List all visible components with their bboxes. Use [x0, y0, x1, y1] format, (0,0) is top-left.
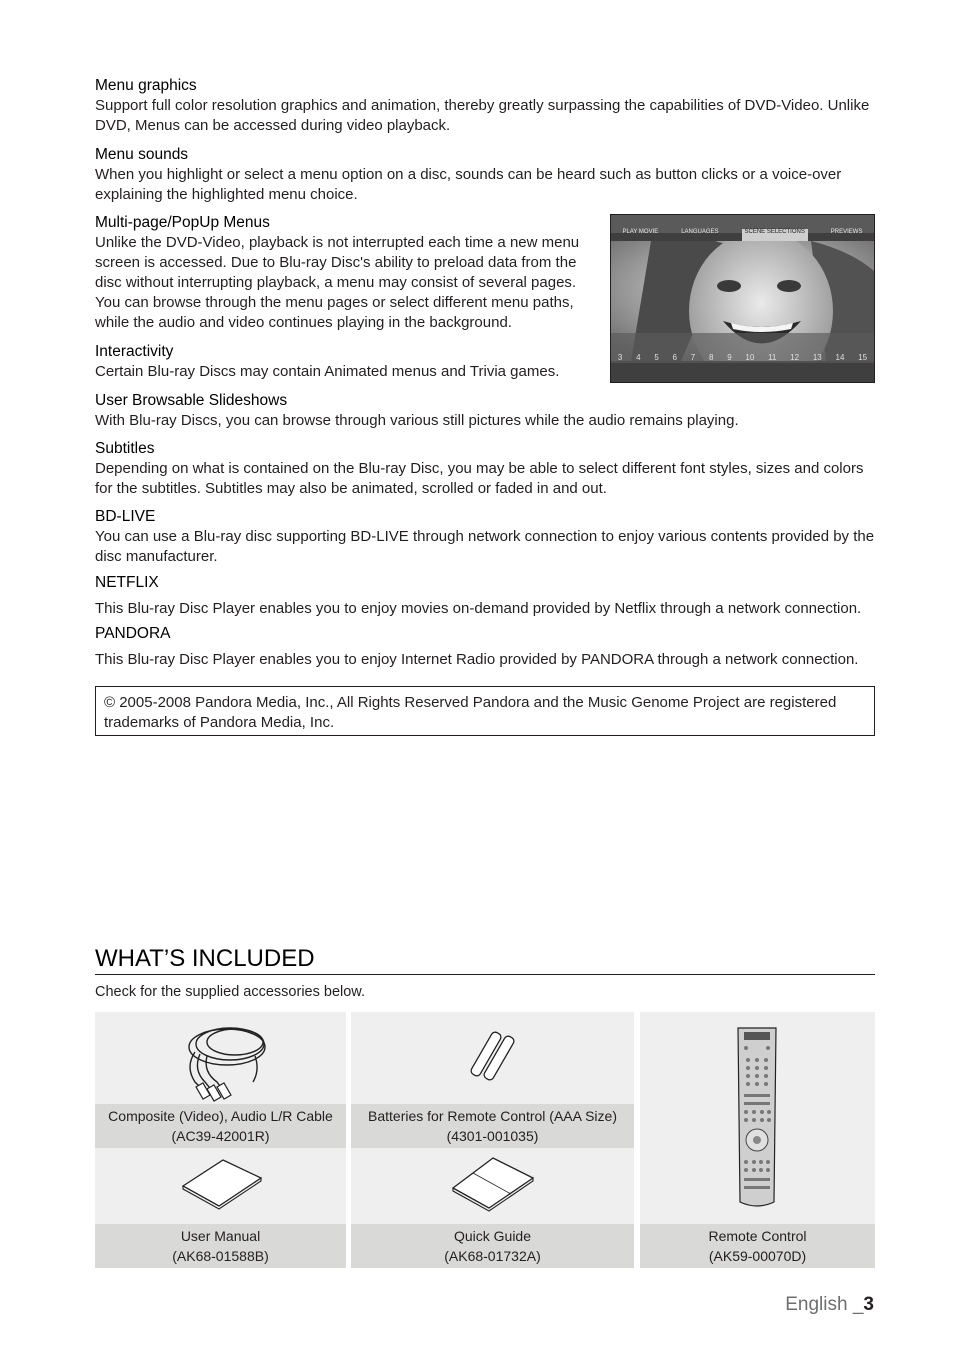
accessory-code: (AK59-00070D)	[708, 1248, 807, 1264]
copyright-note: © 2005-2008 Pandora Media, Inc., All Rights Reserved Pandora and the Music Genome Project are registered trademarks of Pandora Media, Inc.	[95, 686, 875, 736]
feature-title: Interactivity	[95, 343, 174, 360]
feature-body: With Blu-ray Discs, you can browse through various still pictures while the audio remains playing.	[95, 412, 739, 429]
feature-menu-graphics	[95, 76, 880, 136]
feature-body: Depending on what is contained on the Blu-ray Disc, you may be able to select different font styles, sizes and colors for the subtitles. Subtitles may also be animated, scrolled or faded in and out.	[95, 460, 864, 497]
scene-number[interactable]: 15	[858, 353, 868, 362]
scene-number[interactable]: 8	[708, 353, 714, 362]
feature-body: Certain Blu-ray Discs may contain Animated menus and Trivia games.	[95, 363, 560, 380]
feature-title: BD-LIVE	[95, 508, 156, 525]
feature-body: When you highlight or select a menu option on a disc, sounds can be heard such as button clicks or a voice-over explaining the highlighted menu choice.	[95, 166, 842, 203]
manual-icon	[95, 1148, 346, 1224]
disc-menu-tab-active: SCENE SELECTIONS	[742, 229, 808, 241]
section-heading: WHAT’S INCLUDED	[95, 944, 875, 975]
disc-menu-screenshot	[610, 214, 875, 383]
scene-number[interactable]: 13	[812, 353, 822, 362]
feature-slideshows	[95, 391, 880, 431]
accessory-cell-manual	[95, 1148, 346, 1224]
feature-title: Subtitles	[95, 440, 155, 457]
accessory-code: (AK68-01588B)	[172, 1248, 269, 1264]
feature-body: Unlike the DVD-Video, playback is not interrupted each time a new menu screen is accessed. Due to Blu-ray Disc's ability to preload data from the disc without interrupting playback, a menu may consist of several pages. You can browse through the menu pages or select different menu paths, while the audio and video continues playing in the background.	[95, 234, 580, 331]
accessory-cell-guide	[351, 1148, 634, 1224]
disc-menu-tab: PLAY MOVIE	[622, 229, 659, 235]
scene-number[interactable]: 3	[617, 353, 623, 362]
section-subtitle: Check for the supplied accessories below.	[95, 984, 366, 1000]
scene-number[interactable]: 6	[672, 353, 677, 362]
scene-number[interactable]: 9	[727, 353, 732, 362]
guide-icon	[351, 1148, 634, 1224]
page-footer	[785, 1294, 874, 1316]
scene-number[interactable]: 10	[745, 353, 755, 362]
accessory-caption-guide	[351, 1224, 634, 1268]
feature-subtitles	[95, 439, 880, 499]
page-number: 3	[863, 1294, 874, 1315]
feature-title: Multi-page/PopUp Menus	[95, 214, 270, 231]
battery-icon	[351, 1012, 634, 1104]
accessory-name: Composite (Video), Audio L/R Cable	[108, 1108, 333, 1124]
feature-menu-sounds	[95, 145, 880, 205]
scene-number[interactable]: 5	[654, 353, 659, 362]
footer-language: English _	[785, 1294, 864, 1315]
disc-menu-tab: PREVIEWS	[830, 229, 863, 235]
scene-number[interactable]: 12	[790, 353, 800, 362]
feature-bd-live	[95, 507, 880, 567]
feature-netflix	[95, 573, 880, 619]
feature-body: This Blu-ray Disc Player enables you to enjoy Internet Radio provided by PANDORA through a network connection.	[95, 651, 859, 668]
accessory-caption-remote	[640, 1224, 875, 1268]
feature-body: This Blu-ray Disc Player enables you to enjoy movies on-demand provided by Netflix through a network connection.	[95, 600, 862, 617]
accessory-cell-cable	[95, 1012, 346, 1104]
feature-body: You can use a Blu-ray disc supporting BD-LIVE through network connection to enjoy various contents provided by the disc manufacturer.	[95, 528, 875, 565]
scene-number[interactable]: 11	[768, 353, 777, 362]
feature-body: Support full color resolution graphics and animation, thereby greatly surpassing the capabilities of DVD-Video. Unlike DVD, Menus can be accessed during video playback.	[95, 97, 870, 134]
accessory-cell-remote	[640, 1012, 875, 1224]
scene-numbers	[611, 353, 874, 362]
accessory-code: (AK68-01732A)	[444, 1248, 541, 1264]
accessory-cell-batteries	[351, 1012, 634, 1104]
scene-number[interactable]: 4	[636, 353, 641, 362]
feature-title: PANDORA	[95, 625, 171, 642]
feature-title: NETFLIX	[95, 574, 159, 591]
feature-interactivity	[95, 342, 590, 382]
accessory-caption-cable	[95, 1104, 346, 1150]
cable-icon	[95, 1012, 346, 1104]
accessory-caption-batteries	[351, 1104, 634, 1150]
accessory-code: (4301-001035)	[446, 1128, 539, 1144]
accessory-code: (AC39-42001R)	[171, 1128, 270, 1144]
feature-title: Menu sounds	[95, 146, 189, 163]
remote-icon	[640, 1012, 875, 1224]
feature-title: User Browsable Slideshows	[95, 392, 288, 409]
accessory-name: Remote Control	[708, 1228, 807, 1244]
accessory-caption-manual	[95, 1224, 346, 1268]
accessory-name: Quick Guide	[453, 1228, 532, 1244]
scene-number[interactable]: 14	[835, 353, 845, 362]
feature-title: Menu graphics	[95, 77, 197, 94]
scene-number[interactable]: 7	[690, 353, 696, 362]
accessory-name: Batteries for Remote Control (AAA Size)	[368, 1108, 617, 1124]
accessory-name: User Manual	[180, 1228, 261, 1244]
disc-menu-tab: LANGUAGES	[681, 229, 719, 235]
disc-menu-tabs	[611, 229, 874, 241]
feature-pandora	[95, 624, 880, 670]
feature-multipage-menus	[95, 213, 590, 333]
